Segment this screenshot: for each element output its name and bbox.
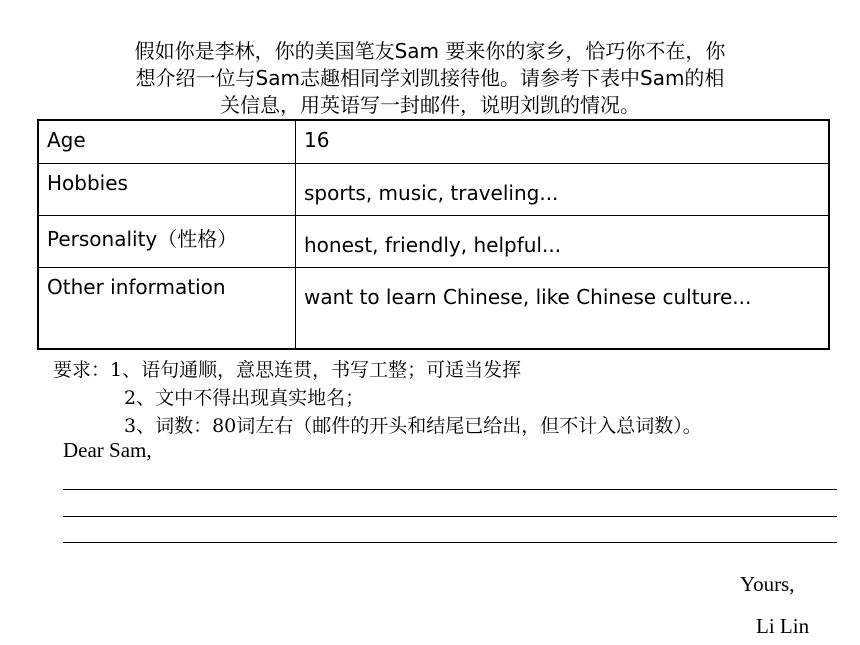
requirement-3: 3、词数：80词左右（邮件的开头和结尾已给出，但不计入总词数）。 xyxy=(124,415,702,437)
table-row-hobbies xyxy=(39,164,828,216)
writing-line[interactable] xyxy=(63,542,837,543)
sam-info-table xyxy=(37,119,830,350)
prompt-line-2: 想介绍一位与Sam志趣相同学刘凯接待他。请参考下表中Sam的相 xyxy=(135,66,725,90)
row-key-personality: Personality（性格） xyxy=(47,227,238,251)
table-row-personality xyxy=(39,216,828,268)
writing-line[interactable] xyxy=(63,489,837,490)
row-key-hobbies: Hobbies xyxy=(47,171,128,195)
prompt-line-3: 关信息，用英语写一封邮件，说明刘凯的情况。 xyxy=(220,93,640,117)
requirement-2: 2、文中不得出现真实地名； xyxy=(124,387,365,409)
letter-greeting: Dear Sam, xyxy=(63,438,152,462)
prompt-line-1: 假如你是李林，你的美国笔友Sam 要来你的家乡，恰巧你不在，你 xyxy=(134,39,726,63)
writing-line[interactable] xyxy=(63,516,837,517)
requirement-1: 要求：1、语句通顺，意思连贯，书写工整；可适当发挥 xyxy=(53,359,522,381)
row-value-other-information: want to learn Chinese, like Chinese culture... xyxy=(304,285,752,309)
row-value-hobbies: sports, music, traveling... xyxy=(304,181,559,205)
requirements-list xyxy=(53,356,702,440)
row-key-other-information: Other information xyxy=(47,275,226,299)
letter-closing: Yours, xyxy=(740,572,795,596)
writing-prompt xyxy=(60,38,800,119)
row-value-personality: honest, friendly, helpful... xyxy=(304,233,562,257)
table-row-age xyxy=(39,121,828,164)
row-value-age: 16 xyxy=(304,128,330,152)
table-row-other-information xyxy=(39,268,828,348)
row-key-age: Age xyxy=(47,128,86,152)
letter-signature: Li Lin xyxy=(756,614,810,638)
